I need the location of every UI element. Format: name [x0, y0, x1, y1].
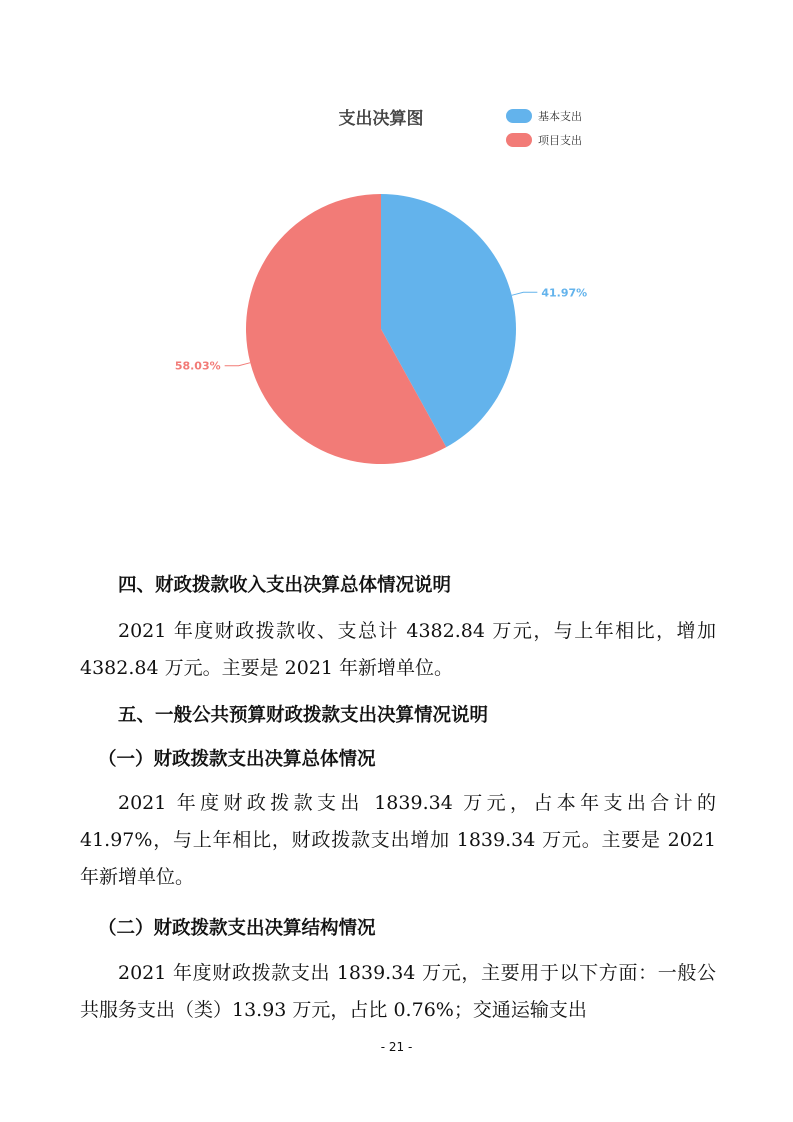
subsection-heading-5-1: （一）财政拨款支出决算总体情况	[98, 749, 376, 770]
legend	[506, 109, 582, 147]
page-number: - 21 -	[380, 1040, 413, 1054]
pie-chart-svg	[0, 0, 793, 520]
legend-swatch-project	[506, 133, 532, 147]
legend-label-project: 项目支出	[538, 134, 582, 147]
pie-leader-line-0	[512, 292, 538, 295]
legend-swatch-basic	[506, 109, 532, 123]
subsection-heading-5-2: （二）财政拨款支出决算结构情况	[98, 918, 376, 939]
section-heading-4: 四、财政拨款收入支出决算总体情况说明	[118, 575, 452, 596]
expenditure-pie-chart	[0, 0, 793, 520]
paragraph-4: 2021 年度财政拨款收、支总计 4382.84 万元，与上年相比，增加 4382.84 万元。主要是 2021 年新增单位。	[80, 620, 716, 679]
section-heading-5: 五、一般公共预算财政拨款支出决算情况说明	[118, 705, 489, 726]
pie-slices	[246, 194, 516, 464]
pie-leader-line-1	[225, 363, 251, 366]
legend-label-basic: 基本支出	[538, 110, 582, 123]
chart-title: 支出决算图	[338, 109, 424, 129]
pie-data-label-1: 58.03%	[174, 359, 221, 373]
paragraph-5-2: 2021 年度财政拨款支出 1839.34 万元，主要用于以下方面：一般公共服务支出（类）13.93 万元，占比 0.76%；交通运输支出	[80, 962, 716, 1021]
pie-data-label-0: 41.97%	[541, 286, 588, 300]
paragraph-5-1: 2021 年度财政拨款支出 1839.34 万元，占本年支出合计的 41.97%，与上年相比，财政拨款支出增加 1839.34 万元。主要是 2021 年新增单位。	[80, 792, 716, 888]
